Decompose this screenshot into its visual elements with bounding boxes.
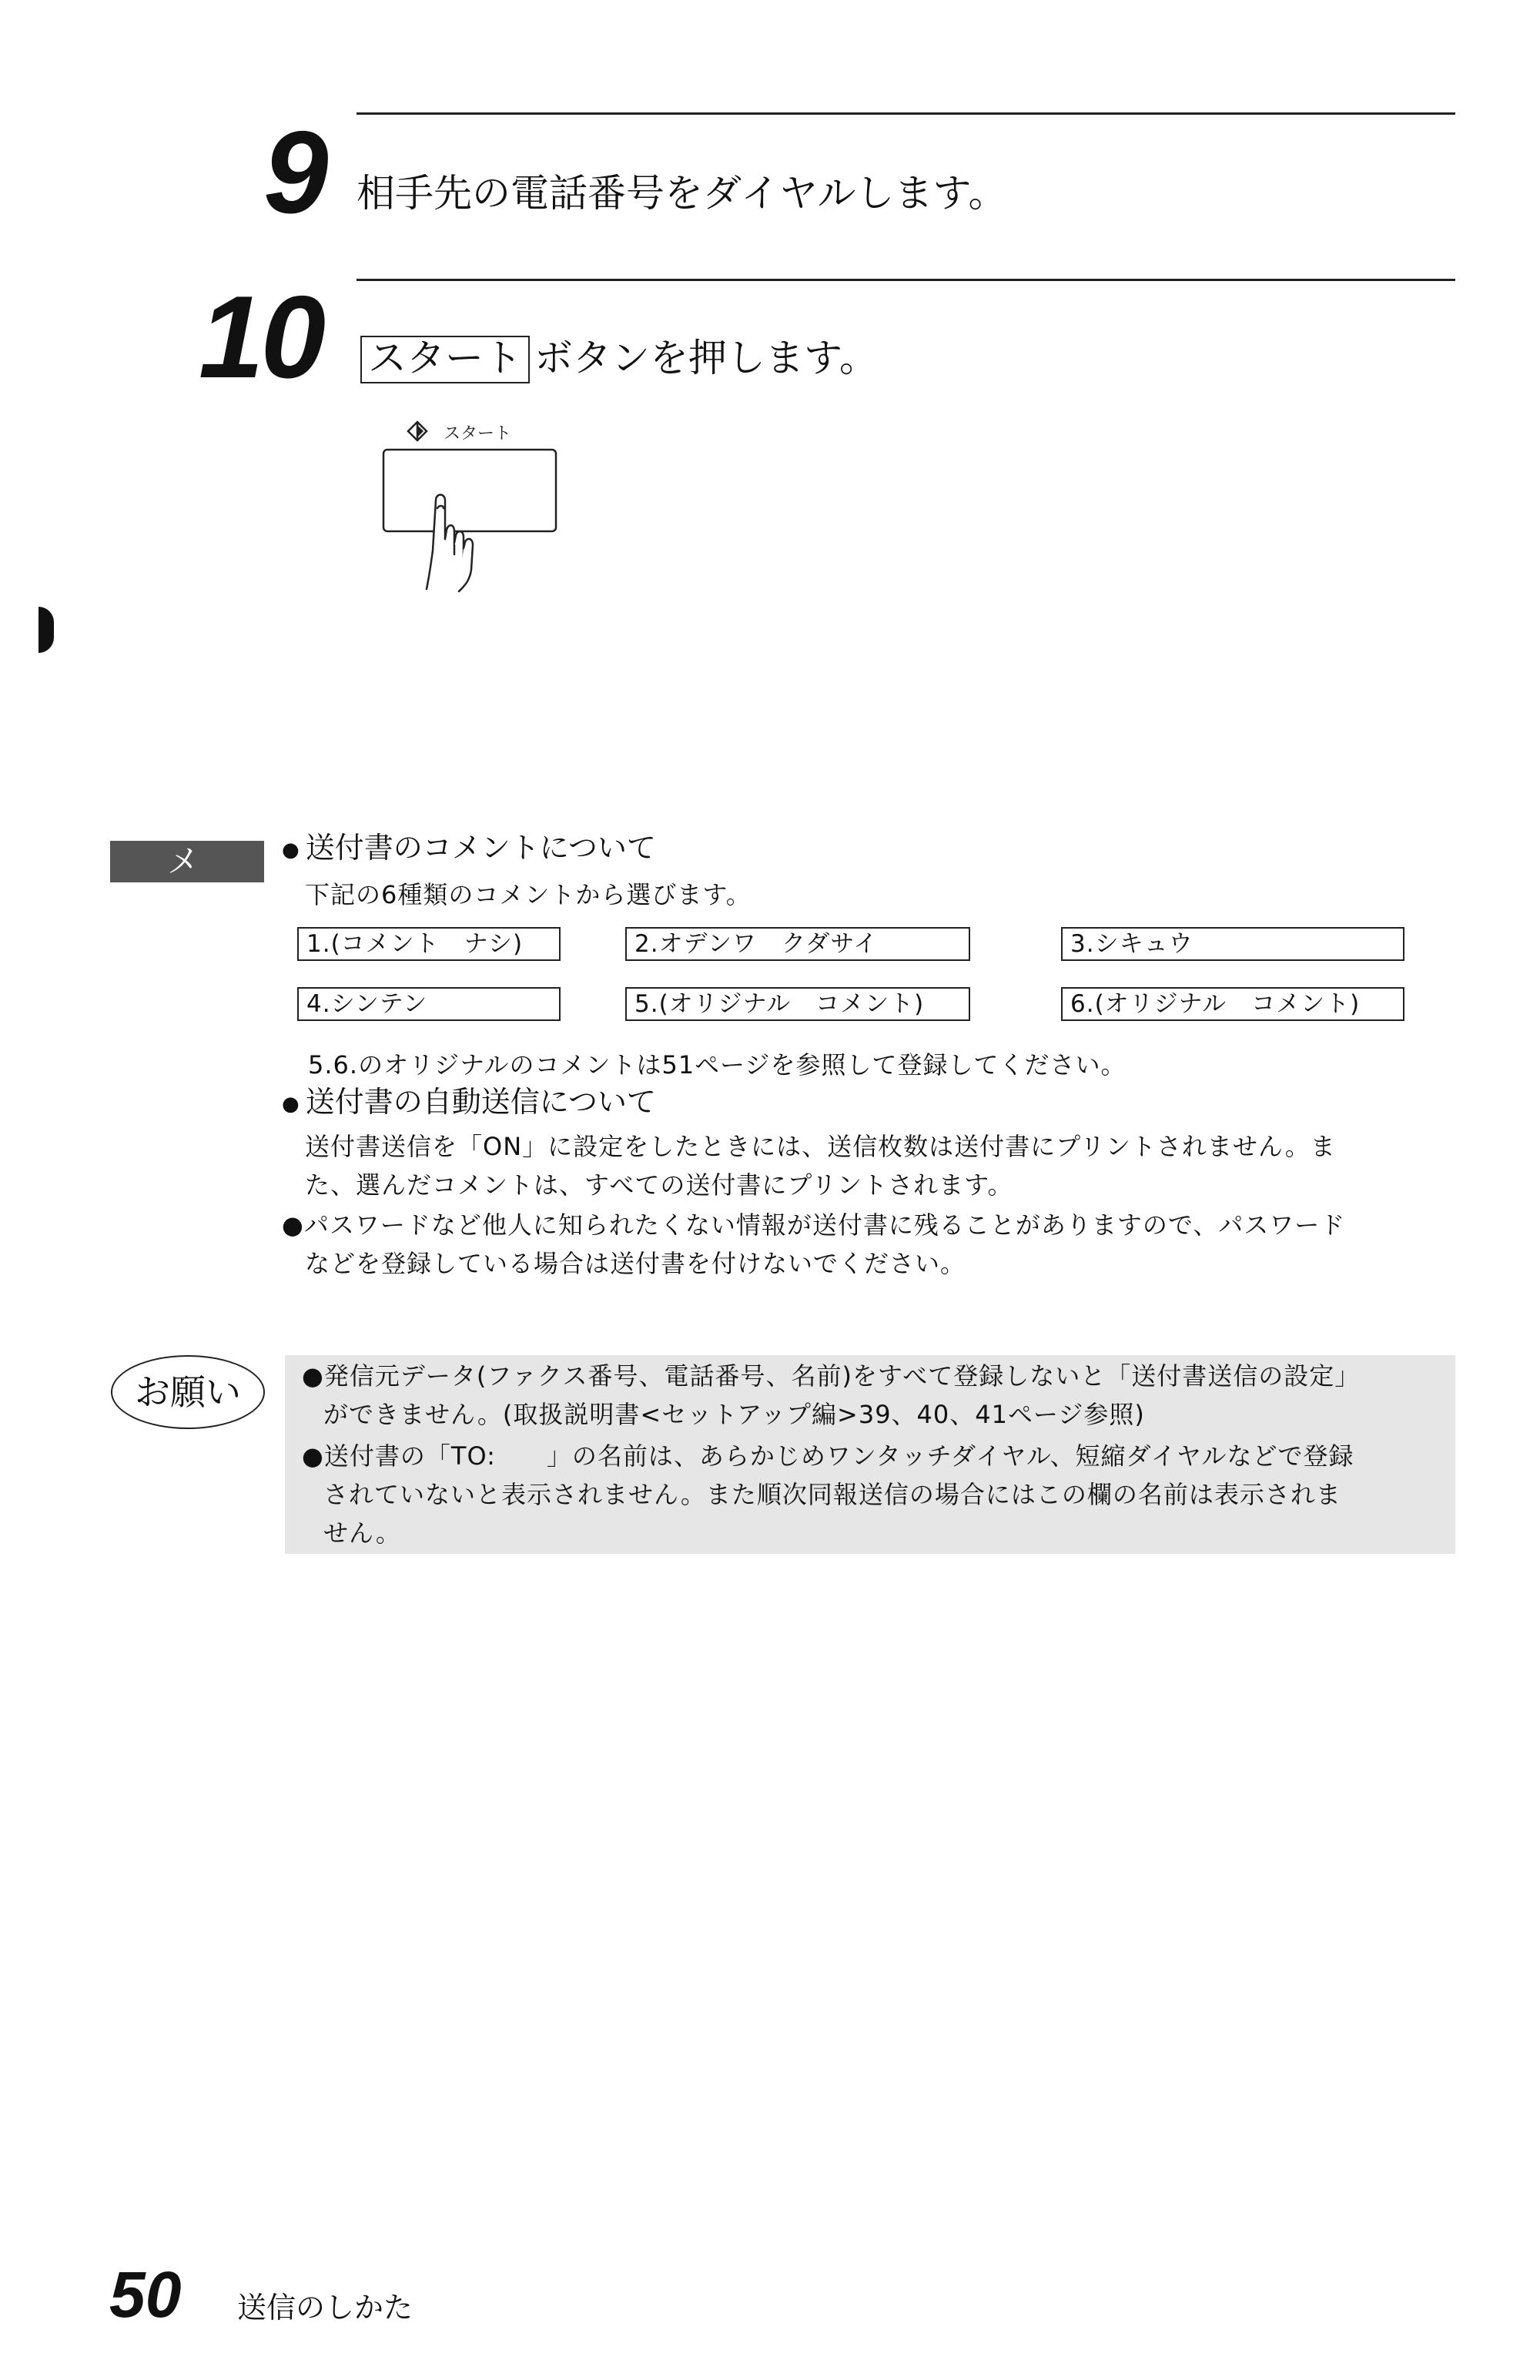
step-9-number: 9 xyxy=(263,107,326,238)
comment-section-title: ● 送付書のコメントについて xyxy=(282,831,656,865)
page-number: 50 xyxy=(109,2258,182,2331)
request-tag: お願い xyxy=(111,1355,265,1429)
start-button-drawing xyxy=(379,416,564,593)
start-button-illustration xyxy=(379,416,564,593)
section-name: 送信のしかた xyxy=(237,2291,413,2325)
comment-option-4: 4.シンテン xyxy=(297,987,561,1021)
comment-option-2: 2.オデンワ クダサイ xyxy=(625,927,970,961)
password-warning: ●パスワードなど他人に知られたくない情報が送付書に残ることがありますので、パスワード などを登録している場合は送付書を付けないでください。 xyxy=(282,1210,1346,1278)
comment-option-5: 5.(オリジナル コメント) xyxy=(625,987,970,1021)
bullet-icon: ● xyxy=(282,1092,300,1116)
request-item-1: ●発信元データ(ファクス番号、電話番号、名前)をすべて登録しないと「送付書送信の設定」 ができません。(取扱説明書<セットアップ編>39、40、41ページ参照) xyxy=(302,1361,1361,1429)
start-key-label: スタート xyxy=(360,336,530,383)
step-10-instruction: ボタンを押します。 xyxy=(534,336,878,380)
start-button-label: スタート xyxy=(444,424,512,444)
memo-tag: メ モ xyxy=(110,841,264,882)
step-10-rule xyxy=(357,279,1455,281)
page-edge-tab-marker xyxy=(38,607,54,653)
step-9-text: 相手先の電話番号をダイヤルします。 xyxy=(357,171,1007,216)
comment-option-3: 3.シキュウ xyxy=(1061,927,1404,961)
auto-send-body: 送付書送信を「ON」に設定をしたときには、送信枚数は送付書にプリントされません。ま た、選んだコメントは、すべての送付書にプリントされます。 xyxy=(305,1132,1336,1200)
comment-option-1: 1.(コメント ナシ) xyxy=(297,927,561,961)
auto-send-section-title: ● 送付書の自動送信について xyxy=(282,1085,656,1119)
step-9-rule xyxy=(357,112,1455,115)
request-item-2: ●送付書の「TO: 」の名前は、あらかじめワンタッチダイヤル、短縮ダイヤルなどで登録 されていないと表示されません。また順次同報送信の場合にはこの欄の名前は表示されま せん。 xyxy=(302,1441,1354,1548)
start-symbol-icon xyxy=(408,422,427,440)
comment-option-6: 6.(オリジナル コメント) xyxy=(1061,987,1404,1021)
step-10-text xyxy=(360,336,878,383)
step-10-number: 10 xyxy=(199,272,323,403)
start-button-outline xyxy=(383,450,556,531)
comment-intro-text: 下記の6種類のコメントから選びます。 xyxy=(305,880,752,909)
original-comment-note: 5.6.のオリジナルのコメントは51ページを参照して登録してください。 xyxy=(308,1050,1127,1080)
bullet-icon: ● xyxy=(282,838,300,862)
